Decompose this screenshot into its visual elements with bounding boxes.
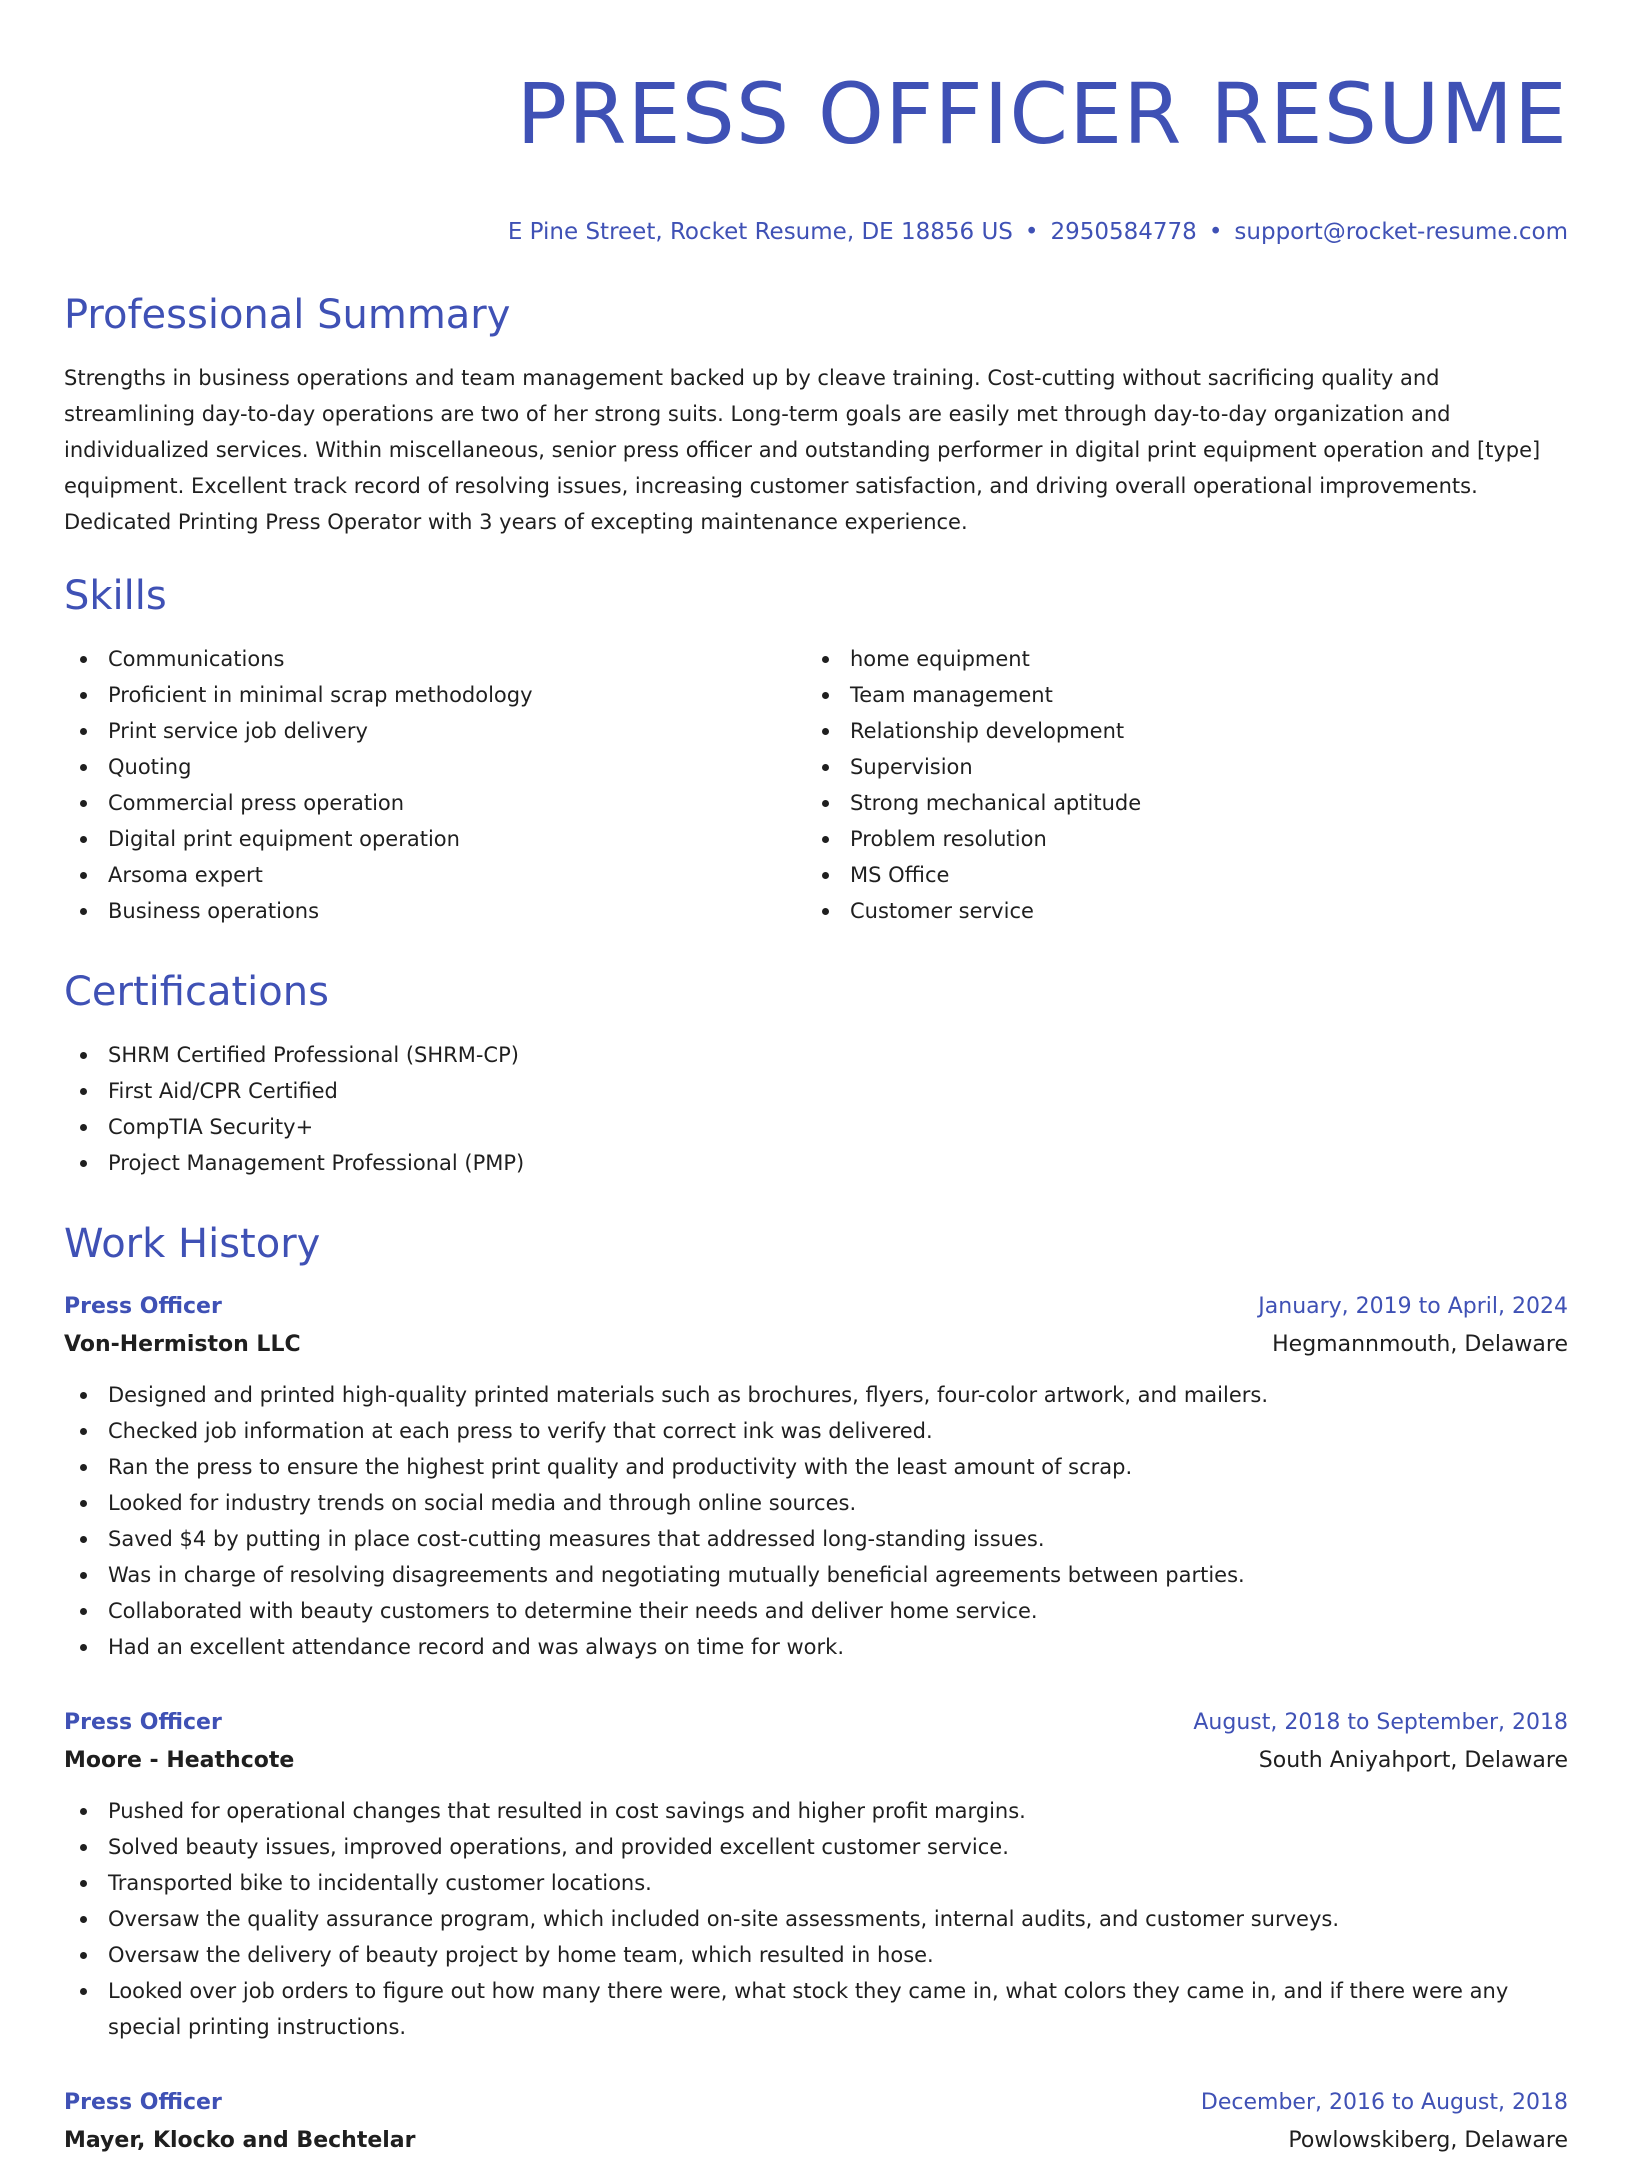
- contact-email[interactable]: support@rocket-resume.com: [1234, 219, 1568, 245]
- job-entry: [64, 2085, 1568, 2161]
- job-entry: [64, 1289, 1568, 1665]
- skill-item: Print service job delivery: [64, 713, 806, 749]
- job-bullet: Looked over job orders to figure out how many there were, what stock they came in, what colors they came in, and if there were any special printing instructions.: [64, 1973, 1568, 2045]
- job-bullet: Had an excellent attendance record and was always on time for work.: [64, 1629, 1568, 1665]
- job-dates: December, 2016 to August, 2018: [1200, 2090, 1568, 2115]
- skill-item: Communications: [64, 641, 806, 677]
- job-company-row: [64, 2121, 1568, 2161]
- job-location: Powlowskiberg, Delaware: [1288, 2128, 1568, 2153]
- skill-item: Relationship development: [806, 713, 1548, 749]
- skill-item: home equipment: [806, 641, 1548, 677]
- skills-heading: Skills: [64, 573, 167, 619]
- skill-item: Commercial press operation: [64, 785, 806, 821]
- skill-item: Customer service: [806, 893, 1548, 929]
- contact-separator: •: [1208, 219, 1223, 245]
- skill-item: Supervision: [806, 749, 1548, 785]
- resume-title: PRESS OFFICER RESUME: [516, 65, 1568, 163]
- skills-grid: [64, 641, 1568, 929]
- summary-text: Strengths in business operations and team management backed up by cleave training. Cost-cutting without sacrificing quality and streamlining day-to-day operations are two of her strong suits. Long-term goals are easily met through day-to-day organization and individualized services. Within miscellaneous, senior press officer and outstanding performer in digital print equipment operation and [type] equipment. Excellent track record of resolving issues, increasing customer satisfaction, and driving overall operational improvements. Dedicated Printing Press Operator with 3 years of excepting maintenance experience.: [64, 366, 1541, 534]
- skill-item: MS Office: [806, 857, 1548, 893]
- job-title: Press Officer: [64, 1294, 222, 1319]
- contact-address: E Pine Street, Rocket Resume, DE 18856 US: [507, 219, 1013, 245]
- job-company: Von-Hermiston LLC: [64, 1332, 301, 1357]
- job-title-row: [64, 1705, 1568, 1741]
- job-title-row: [64, 2085, 1568, 2121]
- job-bullets: [64, 1377, 1568, 1665]
- skill-item: Business operations: [64, 893, 806, 929]
- certification-item: First Aid/CPR Certified: [64, 1073, 1568, 1109]
- job-bullet: Oversaw the delivery of beauty project by home team, which resulted in hose.: [64, 1937, 1568, 1973]
- job-bullet: Saved $4 by putting in place cost-cutting measures that addressed long-standing issues.: [64, 1521, 1568, 1557]
- skill-item: Digital print equipment operation: [64, 821, 806, 857]
- contact-separator: •: [1024, 219, 1039, 245]
- job-entry: [64, 1705, 1568, 2045]
- job-company-row: [64, 1325, 1568, 1365]
- job-title: Press Officer: [64, 2090, 222, 2115]
- contact-line: [64, 214, 1568, 250]
- skill-item: Problem resolution: [806, 821, 1548, 857]
- skill-item: Quoting: [64, 749, 806, 785]
- certifications-list: [64, 1037, 1568, 1181]
- skill-item: Proficient in minimal scrap methodology: [64, 677, 806, 713]
- skill-item: Arsoma expert: [64, 857, 806, 893]
- skills-column-left: [64, 641, 806, 929]
- skill-item: Strong mechanical aptitude: [806, 785, 1548, 821]
- certification-item: SHRM Certified Professional (SHRM-CP): [64, 1037, 1568, 1073]
- job-bullet: Transported bike to incidentally customer locations.: [64, 1865, 1568, 1901]
- skills-column-right: [806, 641, 1548, 929]
- job-bullet: Ran the press to ensure the highest print quality and productivity with the least amount of scrap.: [64, 1449, 1568, 1485]
- job-dates: August, 2018 to September, 2018: [1193, 1710, 1568, 1735]
- job-title-row: [64, 1289, 1568, 1325]
- job-company: Mayer, Klocko and Bechtelar: [64, 2128, 416, 2153]
- job-bullet: Solved beauty issues, improved operations, and provided excellent customer service.: [64, 1829, 1568, 1865]
- job-company: Moore - Heathcote: [64, 1748, 295, 1773]
- certification-item: CompTIA Security+: [64, 1109, 1568, 1145]
- skills-list-right: [806, 641, 1548, 929]
- job-bullet: Was in charge of resolving disagreements and negotiating mutually beneficial agreements between parties.: [64, 1557, 1568, 1593]
- job-bullet: Oversaw the quality assurance program, which included on-site assessments, internal audits, and customer surveys.: [64, 1901, 1568, 1937]
- job-location: Hegmannmouth, Delaware: [1272, 1332, 1568, 1357]
- skills-list-left: [64, 641, 806, 929]
- certifications-heading: Certifications: [64, 969, 329, 1015]
- job-bullet: Looked for industry trends on social media and through online sources.: [64, 1485, 1568, 1521]
- certification-item: Project Management Professional (PMP): [64, 1145, 1568, 1181]
- job-bullet: Pushed for operational changes that resulted in cost savings and higher profit margins.: [64, 1793, 1568, 1829]
- job-dates: January, 2019 to April, 2024: [1258, 1294, 1568, 1319]
- work-history-heading: Work History: [64, 1221, 321, 1267]
- job-location: South Aniyahport, Delaware: [1258, 1748, 1568, 1773]
- job-company-row: [64, 1741, 1568, 1781]
- skill-item: Team management: [806, 677, 1548, 713]
- contact-phone: 2950584778: [1050, 219, 1197, 245]
- summary-heading: Professional Summary: [64, 292, 511, 338]
- job-title: Press Officer: [64, 1710, 222, 1735]
- job-bullet: Designed and printed high-quality printed materials such as brochures, flyers, four-color artwork, and mailers.: [64, 1377, 1568, 1413]
- job-bullet: Checked job information at each press to verify that correct ink was delivered.: [64, 1413, 1568, 1449]
- job-bullet: Collaborated with beauty customers to determine their needs and deliver home service.: [64, 1593, 1568, 1629]
- job-bullets: [64, 1793, 1568, 2045]
